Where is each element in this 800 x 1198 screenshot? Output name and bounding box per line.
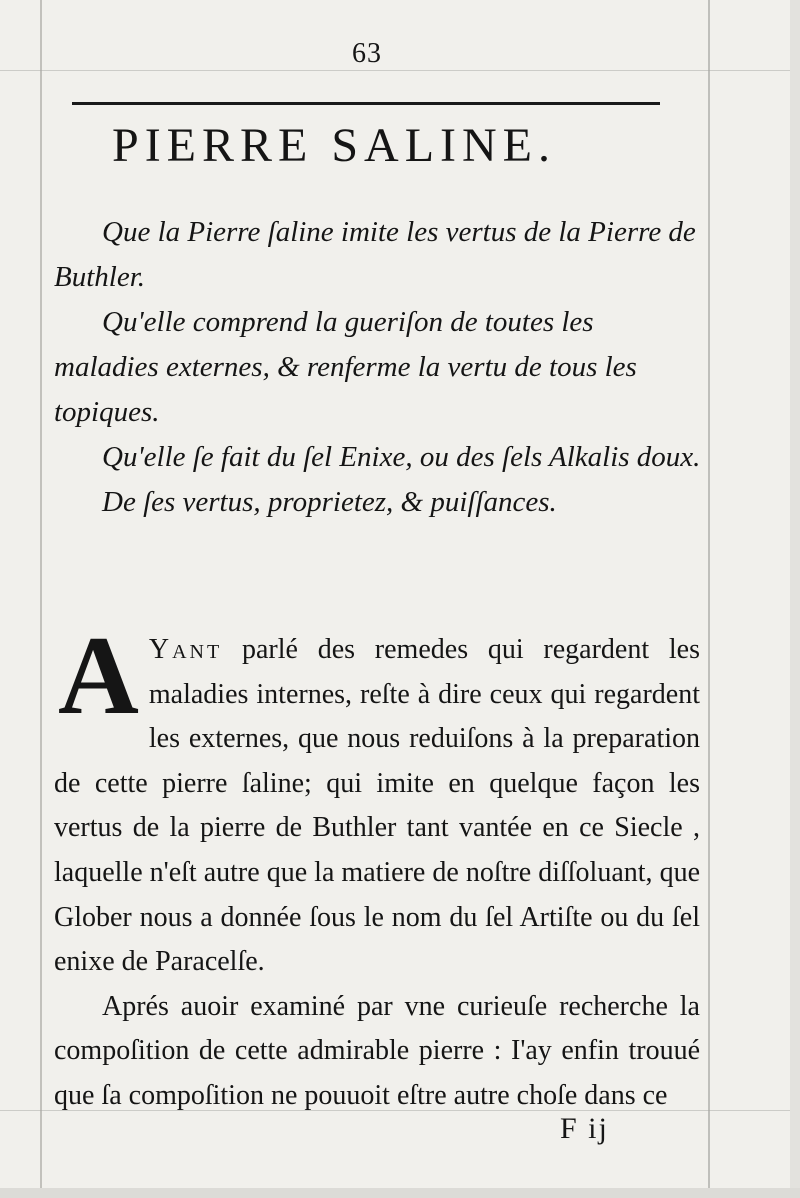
chapter-summary — [54, 210, 704, 525]
summary-item-3: Qu'elle ſe fait du ſel Enixe, ou des ſels Alkalis doux. — [102, 441, 701, 473]
chapter-title: PIERRE SALINE. — [112, 119, 556, 172]
summary-item-4: De ſes vertus, proprietez, & puiſſances. — [102, 486, 557, 518]
summary-item-1: Que la Pierre ſaline imite les vertus de la Pierre de Buthler. — [54, 216, 696, 293]
frame-line-left — [40, 0, 42, 1198]
page-edge-right — [790, 0, 800, 1198]
drop-cap: A — [58, 614, 139, 738]
frame-line-right — [708, 0, 710, 1198]
summary-item-2: Qu'elle comprend la gueriſon de toutes les maladies externes, & renferme la vertu de tous les topiques. — [54, 306, 637, 428]
body-text — [54, 614, 700, 1119]
paragraph-1-text: parlé des remedes qui regardent les maladies internes, reſte à dire ceux qui regardent les externes, que nous reduiſons à la preparation de cette pierre ſaline; qui imite en quelque façon les vertus de la pierre de Buthler tant vantée en ce Siecle , laquelle n'eſt autre que la matiere de noſtre diſſoluant, que Glober nous a donnée ſous le nom du ſel Artiſte ou du ſel enixe de Paracelſe. — [54, 634, 700, 978]
body-paragraph-2: Aprés auoir examiné par vne curieuſe recherche la compoſition de cette admirable pierre : I'ay enfin trouué que ſa compoſition ne pouuoit eſtre autre choſe dans ce — [54, 990, 700, 1111]
signature-mark: F ij — [560, 1112, 609, 1145]
lead-word: Yant — [148, 634, 223, 665]
body-paragraph-1 — [54, 614, 700, 985]
page-edge-bottom — [0, 1188, 800, 1198]
title-rule — [72, 102, 660, 105]
frame-line-top — [0, 70, 800, 71]
page-number: 63 — [352, 38, 382, 69]
